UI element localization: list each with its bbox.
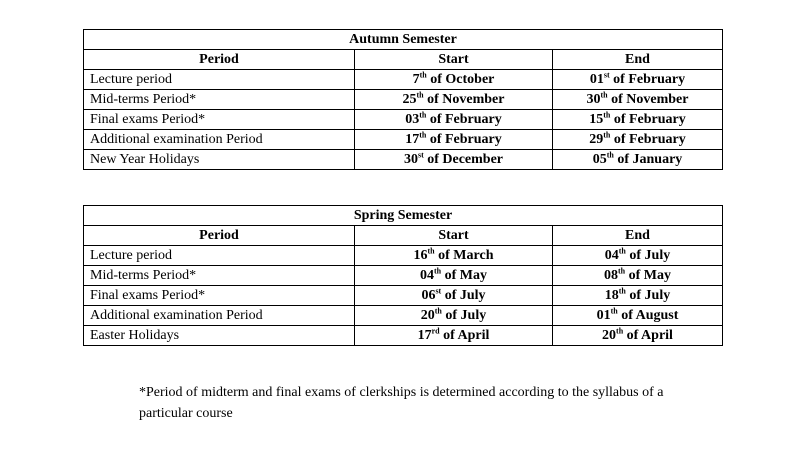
ordinal-suffix: st: [603, 69, 610, 79]
ordinal-suffix: st: [417, 149, 424, 159]
month-text: of February: [426, 131, 502, 147]
month-text: of November: [423, 91, 505, 107]
ordinal-suffix: th: [419, 109, 427, 119]
month-text: of February: [610, 131, 686, 147]
day-number: 18: [604, 287, 619, 303]
ordinal-suffix: th: [419, 129, 427, 139]
end-date-cell: [553, 130, 723, 150]
end-date-cell: [553, 326, 723, 346]
ordinal-suffix: th: [616, 325, 624, 335]
footnote-line: *Period of midterm and final exams of clerkships is determined according to the syllabus of a: [139, 385, 664, 400]
ordinal-suffix: th: [434, 305, 442, 315]
ordinal-suffix: th: [427, 245, 435, 255]
table-row: [84, 110, 723, 130]
day-number: 30: [403, 151, 418, 167]
month-text: of July: [441, 307, 487, 323]
ordinal-suffix: th: [416, 89, 424, 99]
start-date-cell: [355, 150, 553, 170]
start-date-cell: [355, 130, 553, 150]
month-text: of February: [426, 111, 502, 127]
start-date-cell: [355, 90, 553, 110]
end-date-cell: [553, 110, 723, 130]
ordinal-suffix: th: [618, 285, 626, 295]
start-date-cell: [355, 266, 553, 286]
end-date-cell: [553, 150, 723, 170]
start-date-cell: [355, 246, 553, 266]
period-cell: Lecture period: [84, 246, 355, 266]
month-text: of February: [609, 71, 686, 87]
table-row: [84, 266, 723, 286]
ordinal-suffix: th: [606, 149, 614, 159]
month-text: of July: [625, 247, 671, 263]
period-cell: Easter Holidays: [84, 326, 355, 346]
month-text: of October: [426, 71, 495, 87]
day-number: 17: [417, 327, 432, 343]
ordinal-suffix: rd: [431, 325, 440, 335]
day-number: 06: [421, 287, 436, 303]
month-text: of May: [625, 267, 672, 283]
period-cell: Mid-terms Period*: [84, 90, 355, 110]
month-text: of July: [625, 287, 671, 303]
table-title: Autumn Semester: [84, 30, 723, 50]
month-text: of July: [441, 287, 486, 303]
table-row: [84, 130, 723, 150]
table-row: [84, 246, 723, 266]
day-number: 30: [586, 91, 601, 107]
ordinal-suffix: th: [433, 265, 442, 275]
month-text: of April: [623, 327, 673, 343]
month-text: of November: [607, 91, 689, 107]
start-date-cell: [355, 326, 553, 346]
month-text: of May: [441, 267, 487, 283]
footnote-line: particular course: [139, 406, 233, 421]
day-number: 20: [602, 327, 617, 343]
month-text: of April: [439, 327, 490, 343]
column-header-start: Start: [355, 226, 553, 246]
day-number: 29: [589, 131, 604, 147]
day-number: 04: [419, 267, 434, 283]
day-number: 04: [604, 247, 619, 263]
spring-semester-table: [83, 205, 723, 346]
ordinal-suffix: th: [603, 129, 611, 139]
column-header-period: Period: [84, 50, 355, 70]
end-date-cell: [553, 306, 723, 326]
ordinal-suffix: th: [419, 69, 427, 79]
day-number: 03: [405, 111, 420, 127]
day-number: 05: [592, 151, 607, 167]
period-cell: Additional examination Period: [84, 306, 355, 326]
end-date-cell: [553, 246, 723, 266]
period-cell: Final exams Period*: [84, 286, 355, 306]
ordinal-suffix: th: [610, 305, 618, 315]
end-date-cell: [553, 286, 723, 306]
period-cell: Additional examination Period: [84, 130, 355, 150]
day-number: 25: [402, 91, 417, 107]
month-text: of March: [434, 247, 494, 263]
end-date-cell: [553, 90, 723, 110]
table-row: [84, 90, 723, 110]
day-number: 01: [589, 71, 604, 87]
month-text: of January: [613, 151, 683, 167]
day-number: 08: [604, 267, 618, 283]
table-row: [84, 150, 723, 170]
ordinal-suffix: st: [435, 285, 442, 295]
month-text: of August: [617, 307, 679, 323]
day-number: 20: [420, 307, 435, 323]
period-cell: Lecture period: [84, 70, 355, 90]
autumn-semester-table: [83, 29, 723, 170]
start-date-cell: [355, 306, 553, 326]
column-header-start: Start: [355, 50, 553, 70]
column-header-end: End: [553, 50, 723, 70]
month-text: of December: [423, 151, 504, 167]
end-date-cell: [553, 266, 723, 286]
end-date-cell: [553, 70, 723, 90]
day-number: 01: [596, 307, 611, 323]
start-date-cell: [355, 286, 553, 306]
ordinal-suffix: th: [618, 245, 626, 255]
period-cell: Mid-terms Period*: [84, 266, 355, 286]
ordinal-suffix: th: [618, 265, 626, 275]
day-number: 7: [412, 71, 420, 87]
column-header-end: End: [553, 226, 723, 246]
table-row: [84, 70, 723, 90]
month-text: of February: [610, 111, 686, 127]
column-header-period: Period: [84, 226, 355, 246]
footnote: [139, 382, 739, 424]
start-date-cell: [355, 70, 553, 90]
table-title: Spring Semester: [84, 206, 723, 226]
table-row: [84, 306, 723, 326]
start-date-cell: [355, 110, 553, 130]
ordinal-suffix: th: [600, 89, 608, 99]
table-row: [84, 326, 723, 346]
table-row: [84, 286, 723, 306]
ordinal-suffix: th: [603, 109, 611, 119]
period-cell: New Year Holidays: [84, 150, 355, 170]
day-number: 16: [413, 247, 428, 263]
day-number: 15: [589, 111, 604, 127]
period-cell: Final exams Period*: [84, 110, 355, 130]
day-number: 17: [405, 131, 420, 147]
